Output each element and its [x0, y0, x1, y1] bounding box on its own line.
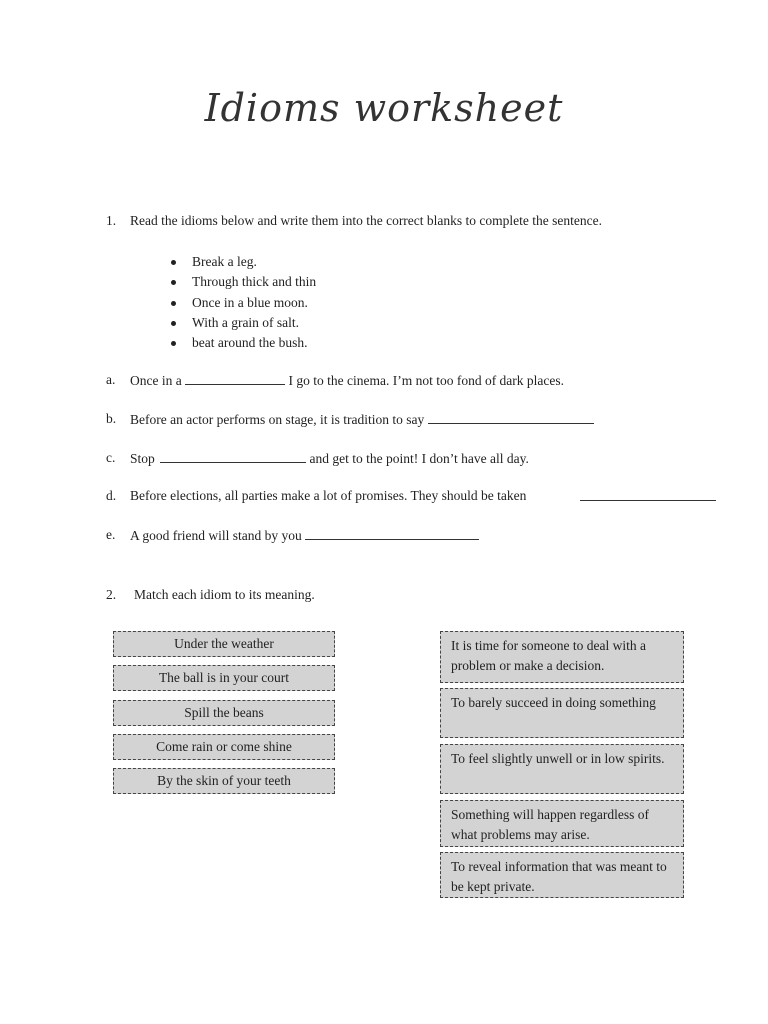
idiom-list-item: beat around the bush. — [192, 333, 316, 353]
question-1-instruction: Read the idioms below and write them into the correct blanks to complete the sentence. — [130, 213, 602, 228]
sentence-e-letter: e. — [106, 527, 116, 542]
idiom-list — [192, 252, 316, 353]
page-title: Idioms worksheet — [204, 86, 564, 130]
sentence-a-letter: a. — [106, 372, 116, 387]
sentence-d — [130, 488, 526, 504]
answer-blank-d[interactable] — [580, 488, 716, 501]
sentence-a-after: I go to the cinema. I’m not too fond of dark places. — [288, 373, 565, 388]
sentence-c-letter: c. — [106, 450, 116, 465]
sentence-b-letter: b. — [106, 411, 117, 426]
sentence-d-before: Before elections, all parties make a lot of promises. They should be taken — [130, 488, 527, 503]
sentence-d-letter: d. — [106, 488, 117, 503]
idiom-list-item: Break a leg. — [192, 252, 316, 272]
sentence-c-before: Stop — [130, 451, 155, 466]
sentence-e — [130, 527, 479, 544]
idiom-card[interactable]: Under the weather — [113, 631, 335, 657]
answer-blank-b[interactable] — [428, 411, 594, 424]
sentence-e-before: A good friend will stand by you — [130, 528, 302, 543]
meaning-card[interactable]: To barely succeed in doing something — [440, 688, 684, 738]
question-1-number: 1. — [106, 213, 117, 228]
meaning-card[interactable]: To reveal information that was meant to be kept private. — [440, 852, 684, 898]
sentence-b — [130, 411, 594, 428]
sentence-a — [130, 372, 564, 389]
sentence-a-before: Once in a — [130, 373, 182, 388]
meaning-card[interactable]: It is time for someone to deal with a problem or make a decision. — [440, 631, 684, 683]
sentence-b-before: Before an actor performs on stage, it is tradition to say — [130, 412, 425, 427]
question-2-number: 2. — [106, 587, 117, 602]
meaning-card[interactable]: Something will happen regardless of what problems may arise. — [440, 800, 684, 847]
idiom-card[interactable]: Come rain or come shine — [113, 734, 335, 760]
answer-blank-e[interactable] — [305, 527, 479, 540]
idiom-list-item: With a grain of salt. — [192, 313, 316, 333]
idiom-list-item: Once in a blue moon. — [192, 293, 316, 313]
sentence-c-after: and get to the point! I don’t have all day. — [309, 451, 529, 466]
meaning-card[interactable]: To feel slightly unwell or in low spirits. — [440, 744, 684, 794]
answer-blank-c[interactable] — [160, 450, 306, 463]
answer-blank-a[interactable] — [185, 372, 285, 385]
sentence-c — [130, 450, 529, 467]
idiom-card[interactable]: Spill the beans — [113, 700, 335, 726]
idiom-list-item: Through thick and thin — [192, 272, 316, 292]
idiom-card[interactable]: The ball is in your court — [113, 665, 335, 691]
question-2-instruction: Match each idiom to its meaning. — [134, 587, 315, 602]
idiom-card[interactable]: By the skin of your teeth — [113, 768, 335, 794]
